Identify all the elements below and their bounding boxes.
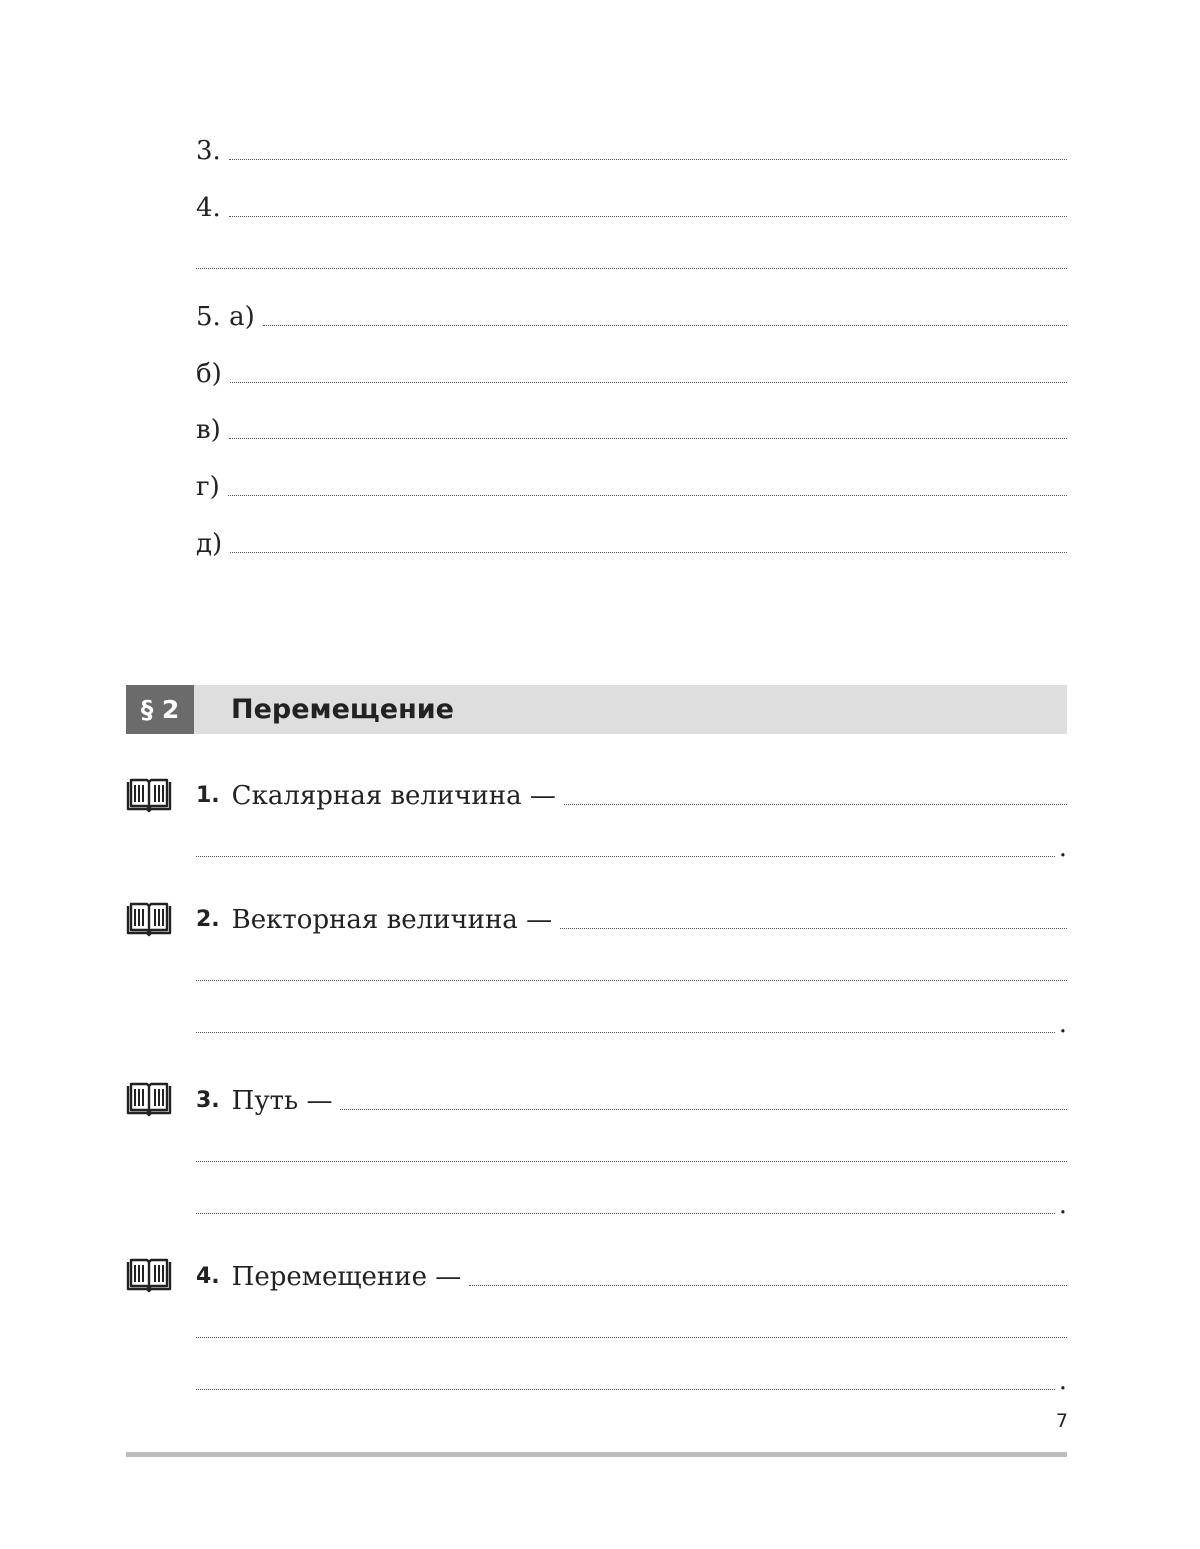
definition-3 <box>196 1078 1067 1114</box>
end-period: . <box>1058 1009 1067 1039</box>
answer-label: д) <box>196 529 223 559</box>
definition-4-continued <box>196 1306 1067 1342</box>
answer-fill[interactable] <box>196 1388 1055 1390</box>
open-book-icon <box>126 777 172 813</box>
footer-rule <box>126 1452 1067 1457</box>
answer-fill[interactable] <box>228 494 1067 496</box>
page-number: 7 <box>1055 1410 1068 1432</box>
answer-line-4-continued <box>196 237 1067 273</box>
answer-fill[interactable] <box>564 803 1067 805</box>
answer-label: 4. <box>196 193 221 223</box>
answer-fill[interactable] <box>196 855 1055 857</box>
answer-fill[interactable] <box>229 437 1067 439</box>
definition-number: 4. <box>196 1264 220 1289</box>
definition-4-continued <box>196 1358 1067 1394</box>
answer-line-5a <box>196 294 1067 330</box>
definition-number: 3. <box>196 1088 220 1113</box>
answer-fill[interactable] <box>469 1284 1067 1286</box>
answer-line-3 <box>196 128 1067 164</box>
definition-1-continued <box>196 825 1067 861</box>
open-book-icon <box>126 901 172 937</box>
answer-line-4 <box>196 185 1067 221</box>
definition-term: Векторная величина — <box>231 905 553 935</box>
answer-fill[interactable] <box>229 215 1067 217</box>
definition-number: 1. <box>196 783 220 808</box>
end-period: . <box>1058 833 1067 863</box>
answer-label: в) <box>196 415 221 445</box>
section-header <box>126 685 1067 734</box>
answer-fill[interactable] <box>560 927 1067 929</box>
end-period: . <box>1058 1366 1067 1396</box>
open-book-icon <box>126 1257 172 1293</box>
definition-3-continued <box>196 1130 1067 1166</box>
answer-label: г) <box>196 472 220 502</box>
answer-label: 5. а) <box>196 302 255 332</box>
answer-fill[interactable] <box>230 551 1067 553</box>
definition-2-continued <box>196 1001 1067 1037</box>
definition-term: Путь — <box>231 1086 333 1116</box>
answer-line-5b <box>196 351 1067 387</box>
answer-label: б) <box>196 359 222 389</box>
answer-line-5v <box>196 407 1067 443</box>
answer-fill[interactable] <box>229 158 1067 160</box>
open-book-icon <box>126 1081 172 1117</box>
answer-fill[interactable] <box>196 1212 1055 1214</box>
answer-fill[interactable] <box>196 1160 1067 1162</box>
answer-line-5g <box>196 464 1067 500</box>
definition-1 <box>196 773 1067 809</box>
section-title: Перемещение <box>231 694 454 725</box>
answer-line-5d <box>196 521 1067 557</box>
definition-2 <box>196 897 1067 933</box>
answer-fill[interactable] <box>196 1336 1067 1338</box>
answer-fill[interactable] <box>196 1031 1055 1033</box>
definition-term: Перемещение — <box>231 1262 462 1292</box>
definition-term: Скалярная величина — <box>231 781 556 811</box>
answer-fill[interactable] <box>340 1108 1067 1110</box>
answer-label: 3. <box>196 136 221 166</box>
answer-fill[interactable] <box>263 324 1067 326</box>
end-period: . <box>1058 1190 1067 1220</box>
answer-fill[interactable] <box>196 267 1067 269</box>
definition-2-continued <box>196 949 1067 985</box>
section-number: § 2 <box>126 685 194 734</box>
answer-fill[interactable] <box>196 979 1067 981</box>
definition-4 <box>196 1254 1067 1290</box>
definition-number: 2. <box>196 907 220 932</box>
answer-fill[interactable] <box>230 381 1067 383</box>
definition-3-continued <box>196 1182 1067 1218</box>
